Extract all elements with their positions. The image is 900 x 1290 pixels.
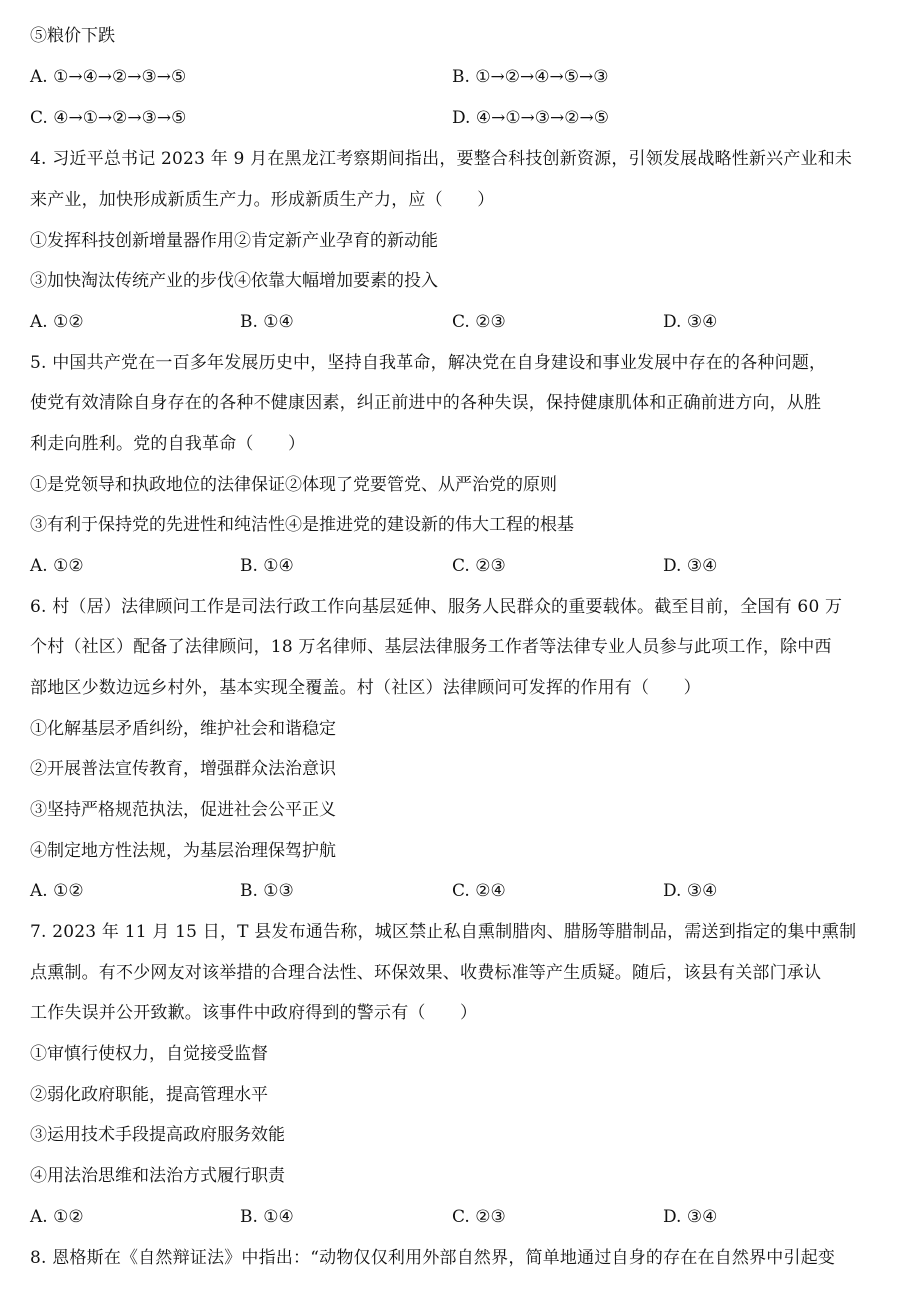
q3-option-b: B. ①→②→④→⑤→③ (452, 67, 609, 87)
q3-option-d: D. ④→①→③→②→⑤ (452, 108, 610, 128)
q4-option-b: B. ①④ (240, 312, 294, 332)
q7-item-1: ①审慎行使权力，自觉接受监督 (30, 1044, 268, 1064)
q7-item-4: ④用法治思维和法治方式履行职责 (30, 1166, 285, 1186)
q6-option-b: B. ①③ (240, 881, 294, 901)
q4-stem-line-2: 来产业，加快形成新质生产力。形成新质生产力，应（ ） (30, 190, 495, 210)
q5-items-line-1: ①是党领导和执政地位的法律保证②体现了党要管党、从严治党的原则 (30, 475, 557, 495)
q6-item-1: ①化解基层矛盾纠纷，维护社会和谐稳定 (30, 719, 336, 739)
q6-option-a: A. ①② (30, 881, 84, 901)
q5-option-b: B. ①④ (240, 556, 294, 576)
q4-option-c: C. ②③ (452, 312, 506, 332)
q4-option-a: A. ①② (30, 312, 84, 332)
q6-item-3: ③坚持严格规范执法，促进社会公平正义 (30, 800, 336, 820)
q6-item-4: ④制定地方性法规，为基层治理保驾护航 (30, 841, 336, 861)
q7-stem-line-1: 7. 2023 年 11 月 15 日，T 县发布通告称，城区禁止私自熏制腊肉、腊肠等腊制品，需送到指定的集中熏制 (30, 922, 857, 942)
q6-stem-line-2: 个村（社区）配备了法律顾问，18 万名律师、基层法律服务工作者等法律专业人员参与此项工作，除中西 (30, 637, 832, 657)
q7-option-b: B. ①④ (240, 1207, 294, 1227)
q4-option-d: D. ③④ (663, 312, 718, 332)
q7-item-3: ③运用技术手段提高政府服务效能 (30, 1125, 285, 1145)
q8-stem-line-1: 8. 恩格斯在《自然辩证法》中指出：“动物仅仅利用外部自然界，简单地通过自身的存在在自然界中引起变 (30, 1248, 836, 1268)
q5-option-a: A. ①② (30, 556, 84, 576)
q7-stem-line-2: 点熏制。有不少网友对该举措的合理合法性、环保效果、收费标准等产生质疑。随后，该县有关部门承认 (30, 963, 822, 983)
q6-stem-line-3: 部地区少数边远乡村外，基本实现全覆盖。村（社区）法律顾问可发挥的作用有（ ） (30, 678, 701, 698)
q4-items-line-1: ①发挥科技创新增量器作用②肯定新产业孕育的新动能 (30, 231, 438, 251)
q5-stem-line-3: 利走向胜利。党的自我革命（ ） (30, 434, 306, 454)
q5-stem-line-1: 5. 中国共产党在一百多年发展历史中，坚持自我革命，解决党在自身建设和事业发展中存在的各种问题， (30, 353, 827, 373)
q7-stem-line-3: 工作失误并公开致歉。该事件中政府得到的警示有（ ） (30, 1003, 478, 1023)
q7-option-c: C. ②③ (452, 1207, 506, 1227)
q6-item-2: ②开展普法宣传教育，增强群众法治意识 (30, 759, 336, 779)
q7-option-d: D. ③④ (663, 1207, 718, 1227)
q3-option-a: A. ①→④→②→③→⑤ (30, 67, 187, 87)
q5-option-c: C. ②③ (452, 556, 506, 576)
q3-option-c: C. ④→①→②→③→⑤ (30, 108, 187, 128)
q4-stem-line-1: 4. 习近平总书记 2023 年 9 月在黑龙江考察期间指出，要整合科技创新资源，引领发展战略性新兴产业和未 (30, 149, 853, 169)
q5-items-line-2: ③有利于保持党的先进性和纯洁性④是推进党的建设新的伟大工程的根基 (30, 515, 574, 535)
q7-option-a: A. ①② (30, 1207, 84, 1227)
q5-option-d: D. ③④ (663, 556, 718, 576)
q4-items-line-2: ③加快淘汰传统产业的步伐④依靠大幅增加要素的投入 (30, 271, 438, 291)
q6-option-c: C. ②④ (452, 881, 506, 901)
q6-option-d: D. ③④ (663, 881, 718, 901)
q6-stem-line-1: 6. 村（居）法律顾问工作是司法行政工作向基层延伸、服务人民群众的重要载体。截至目前，全国有 60 万 (30, 597, 843, 617)
q5-stem-line-2: 使党有效清除自身存在的各种不健康因素，纠正前进中的各种失误，保持健康肌体和正确前进方向，从胜 (30, 393, 822, 413)
q7-item-2: ②弱化政府职能，提高管理水平 (30, 1085, 268, 1105)
q3-item-5: ⑤粮价下跌 (30, 26, 115, 46)
